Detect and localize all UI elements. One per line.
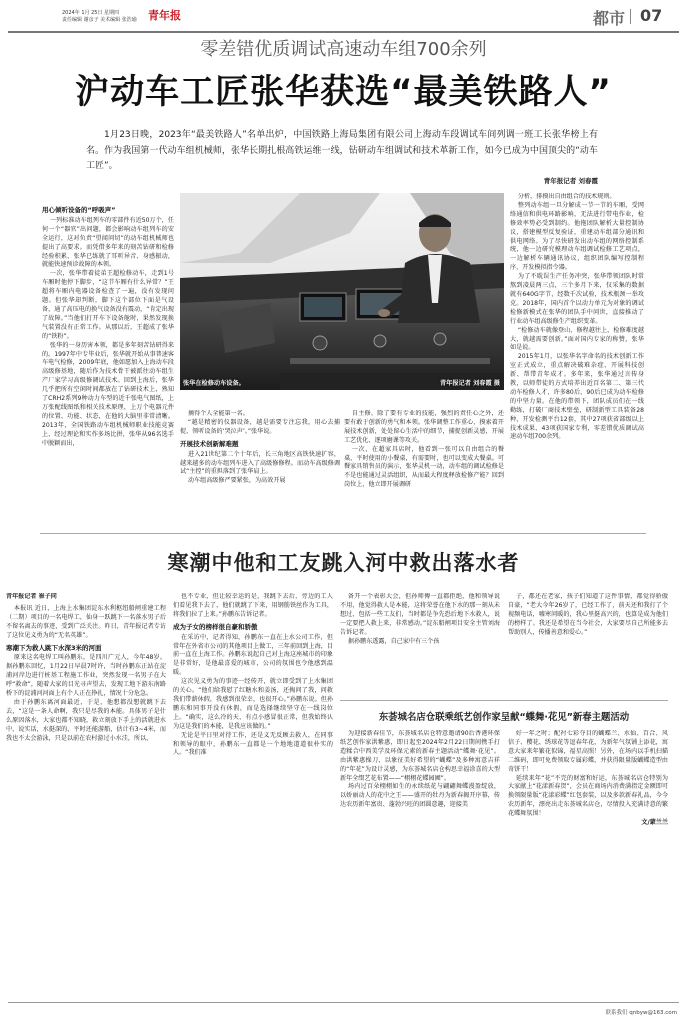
paragraph: 备开一个表彰大会，但孙师傅一直都拒绝，他和领导说不用，他觉得救人是本能，这将荣誉在他下水的那一刻从未想过，包括一些工友们，当时都是争先恐后地下水救人，说一定要把人救上来，非常感动。”淀东船闸项目安全主管刘海告诉记者。 [340, 593, 500, 636]
paragraph: 2015年1月，以张华名字命名的技术创新工作室正式成立，重点解决破难杂症、开展科技创新、帮带青年成才。多年来，张华通过言传身教，以师带徒的方式培养出近百名第二、第三代动车检修人才，许多80后、90后已成为动车检修的中坚力量。在他的带领下，团队成员们在一线勤练，打破厂商技术壁垒，研制新型工具装备28种，开发检测平台12套，其中27项获省部级以上技术成果、43项获国家专利，零差错优质调试高速动车组700余列。 [510, 353, 644, 441]
story1-lead [86, 128, 598, 187]
signature: 文/蒙兰兰 [641, 819, 668, 827]
paragraph: 好一年之时；配衬七彩夺目的蝴蝶兰、水仙、百合、风信子、樱花、绣球花等逗春年花，为新年气氛铺上添花，寓意大家来年繁花似锦，福星高照！另外，在场内以手机扫描二维码，即可免费领取专属彩蝶，并获得限量版蝴蝶造型由奇饼干！ [508, 730, 668, 773]
story1-headline: 沪动车工匠张华获选“最美铁路人” [75, 72, 612, 112]
story1-column-2 [180, 410, 340, 528]
paragraph: 进入21世纪第二个十年后，长三角地区高铁快速扩容，越来越多的动车组列车进入了高级修修程。而动车高级修调试“主控”的重担落到了张华肩上。 [180, 450, 340, 476]
subheading: 成为子女的榜样很自豪和骄傲 [173, 622, 258, 631]
paragraph: 场内过百朵栩栩如生的永续纸花与翩翩舞蝶漫盈绽放，以娇丽动人的花中之王——盛开的牡丹为新春揭开序幕，传达农历新年富贵、蓬勃兴旺的团圆意趣，迎接美 [340, 783, 500, 809]
story3-top-rule [340, 700, 668, 701]
paragraph: 由于孙鹏东离河面最近，于是，他想都没想就跳下去去，“这是一条人命啊，我只是尽我的本能。具体男子是什么原因落水，大家也都不知晓，救立刻放下手上的活就进水中，说实话，水挺深的，平时还能游船，估计有3~4米，而我也不太会游泳，只是以前在农村游过小水洼，所以， [6, 698, 166, 742]
story2-column-4 [508, 593, 668, 689]
paragraph: “越是精密的仪器设备，越是需要专注忘我，用心去捕捉、领听设备的‘哭泣声’。”张华说。 [180, 418, 340, 435]
paragraph: 一次，在超家具店时，他看到一张可以自由组合的餐桌，平时使用的小餐桌，有需要时，也可以变成大餐桌。可餐家具销售员的演示，张华灵机一动，动车组的调试检修是不是也能通过灵活组织，从而最大程度释放检修产能？回到岗位上，他立即开展调研 [344, 445, 504, 489]
story1-lead-byline: 青年报记者 刘春霞 [543, 176, 598, 185]
story1-bottom-rule [40, 533, 646, 534]
section-name: 都市 [593, 9, 626, 28]
paragraph: 为迎接新春佳节，东荟城名店仓特意邀请90后香港环保纸艺创作家洪紫惠，即日起至2024年2月22日期间携手打造糅合中西美学及环保元素的新春主题活动“蝶舞·花见”。由洪紫惠操刀，以象征美好希望的“蝴蝶”及多种寓意吉祥的“年花”为设计灵感，为东荟城名店仓构思幸福涂喜的大型新年全缀艺花布置——“栩栩花蝶园圃”。 [340, 730, 500, 782]
paragraph: “检修动车就像登山，修程越往上，检修难度越大，就越需要创新。”面对国内专家的称赞，张华如是说。 [510, 326, 644, 352]
paragraph: 子，都还在老家，孩子们知道了这件事情，都觉得骄傲自豪，“老大今年26岁了，已经工作了，前天还和我打了个视频电话，嘘寒问暖的，我心里挺高兴的，也算是成为他们的榜样了。我还是希望在当今社会，大家要尽自己所能多去帮助别人，传播善意和爱心。” [508, 593, 668, 636]
footer-rule [8, 1002, 679, 1003]
story1-kicker: 零差错优质调试高速动车组700余列 [200, 39, 487, 60]
paragraph: 也不专业，但让较幸运的是，我跳下去后，旁边的工人们看见我下去了，他们就跳了下来，用钢筋铁丝作为工具，将我们拉了上来。”孙鹏东告诉记者。 [173, 593, 333, 618]
editor-line: 责任编辑 谢彦子 美术编辑 张浩瑜 [62, 17, 137, 23]
story1-column-4 [510, 193, 644, 530]
paragraph: 本报讯 近日，上海上水集团淀东水利枢纽船闸重建工程（二期）项目的一名电焊工，仙身一跃跳下一名落水男子后不留名离去的事迹，受到广泛关注。昨日，青年报记者专访了这位见义勇为的“无名英雄”。 [6, 604, 166, 639]
header-bar [0, 0, 687, 30]
story1-lead-text: 1月23日晚，2023年“最美铁路人”名单出炉，中国铁路上海局集团有限公司上海动车段调试车间列调一班工长张华榜上有名。作为我国第一代动车组机械师，张华长期扎根高铁运维一线，钻研动车组调试和技术革新工作，如今已成为中国顶尖的“动车工匠”。 [86, 130, 598, 171]
paragraph: 一列标准动车组列车的零部件有近50万个，任何一个“器官”出问题，都会影响动车组列车的安全运行，这对负责“望闻问切”的动车组机械师也提出了高要求。而凭借多年来的刻苦钻研和检修经验积累，张华已练就了耳听异音、身感振动，就能快速预诊故障的本领。 [42, 216, 174, 269]
story2-column-1 [6, 593, 166, 863]
section-divider [630, 9, 631, 24]
photo-credit: 青年报记者 刘春霞 摄 [440, 380, 500, 387]
story3-column-1 [340, 730, 500, 870]
paragraph: 张华的一身历害本领，都是多年刻苦钻研得来的。1997年中专毕业后，张华就开始从事普速客车电气检修，2009年底，他如愿加入上海动车段高级修基地，随后作为技术骨干被派往动车组生产厂家学习高级修调试技术。回到上海后，张华几乎把所有空闲时间都放在了钻研技术上，熟知了CRH2系列9种动力车型的近千张电气图纸，上万张配线图纸和相关技术原理，上万个电器元件的位置、功能、状态，在他的大脑里非常清晰。2013年，全国铁路动车组机械师职业技能竞赛上，经过理论和实作多场比拼，张华从96名选手中脱颖而出， [42, 341, 174, 447]
paragraph: 自主修，除了要有专业的技能，强烈的责任心之外，还要有敢于创新的勇气和本领。张华调整工作重心，摸索着开展技术创新，处处留心生活中的细节，捕捉创新灵感，开展工艺优化、逐项磨课等攻关。 [344, 410, 504, 444]
paragraph: 为了不耽误生产任务冲突，张华带领团队时常熬到凌晨两三点，三个多月下来，仅采集的数据就有640G字节，经数千次试验，技术瓶颈一举攻克。2018年，国内首个以动力单元为对象的调试检修新模式在张华的团队手中问世，直接推动了行业动车组高级修生产组织变革。 [510, 273, 644, 325]
paragraph: 无论是平日里对待工作，还是义无反顾去救人，在同事和领导的眼中，孙鹏东一直都是一个地地道道很朴实的人。“我们准 [173, 731, 333, 757]
paragraph: 原来这名电焊工叫孙鹏东，是四川广元人，今年48岁。据孙鹏东回忆，1月22日早晨7时许，当时孙鹏东正站在淀浦河岸边进行桩基工程施工作业，突然发现一名男子在大呼“救命”，随着大家的目光寻声望去，发现工地下游东南路桥下的淀浦河河面上有个人正在挣扎，情况十分危急。 [6, 654, 166, 698]
newspaper-logo: 青年报 [148, 9, 181, 22]
date-line: 2024年 1月 25日 星期四 [62, 10, 120, 16]
paragraph: 这次见义勇为的事迹一经传开，就立即受到了上水集团的关心。“他们给我慰了红糖水和姜汤，还掏问了我，问救我们带薪休假，我感到很荣幸，也很开心。”孙鹏东说。但孙鹏东和同事开没有休假，而是选择继续坚守在一线岗位上。“确实，这么冷的天，有点小感冒很正常，但我始终认为这是我们的本能，是我应该做的。” [173, 678, 333, 730]
story1-column-1 [42, 203, 174, 510]
paragraph: 分析，排摸出自由组合的技术规则。 [517, 193, 616, 200]
paragraph: 整列动车组一旦分解成一节一节的车厢，受网络通信和供电环路影响，无法进行带电作业，检修效率势必受到制约。他拖团队解析大量控制协议，搭建模型反复验证，重建动车组部分通讯和供电网络。为了尽快研发出动车组的网络控制系统，他一边研究模理动车组调试检修工艺项点，一边解析车辆通讯协议，组织团队编写控制程序，开发模拟指令器。 [510, 201, 644, 272]
paragraph: 延续来年“花”不完的财富和好运，东荟城名店仓特别为大家献上“花漾新春贺”，会员在商场内消费满指定金额即可换领限量版“花漾彩蝶”红包套装，以及多款新春礼品，今今农历新年，漂亮出走东荟城名店仓，尽情投入充满诗意的繁花蝶舞氛围！ [508, 774, 668, 818]
byline: 青年报记者 崔子同 [6, 593, 57, 600]
paragraph: 摘得个人全能第一名。 [187, 410, 249, 417]
story2-headline: 寒潮中他和工友跳入河中救出落水者 [167, 551, 520, 575]
paragraph: 在采访中，记者得知，孙鹏东一直在上水公司工作，但常年在外省市公司的其他项目上做工，三年前回到上海，目前一直在上海工作。孙鹏东说起自己对上海这座城市的印象是非常好，是他最喜爱的城市，公司的氛围也令他感到温暖。 [173, 633, 333, 677]
story3-headline: 东荟城名店仓联乘纸艺创作家呈献“蝶舞·花见”新春主题活动 [378, 712, 630, 723]
story2-column-2 [173, 593, 333, 863]
story3-column-2 [508, 730, 668, 875]
page-number: 07 [640, 6, 663, 25]
story2-column-3 [340, 593, 500, 689]
photo-caption: 张华在检修动车设备。 [183, 380, 245, 387]
story1-column-3 [344, 410, 504, 528]
subheading: 用心倾听设备的“呼吸声” [42, 206, 116, 214]
paragraph: 一次，张华带着徒弟王超检修动车，走到1号车厢时他停下脚步，“这节车厢有什么异常？”王超将车厢内电器设备检查了一遍，没有发现问题。但张华却判断，脚下这个部位下面是气设备，通了高压电的换气设备没有震动，“肯定出现了故障。”当他们打开车下设备舱时，果然发现换气装置没有正常工作。从那以后，王超成了张华的“铁粉”。 [42, 270, 174, 340]
subheading: 开展技术创新解难题 [180, 439, 239, 448]
train-cab-photo-illustration [180, 193, 504, 390]
footer-contact: 联系我们 qnbyw@163.com [605, 1010, 677, 1016]
subheading: 寒潮下为救人跳下水深3米的河面 [6, 643, 102, 652]
story1-photo [180, 193, 504, 390]
paragraph: 动车组高级修严要紧张，为高效开展 [187, 477, 286, 485]
paragraph: 据孙鹏东透露，自己家中有三个孩 [347, 637, 440, 645]
header-rule [8, 31, 679, 33]
